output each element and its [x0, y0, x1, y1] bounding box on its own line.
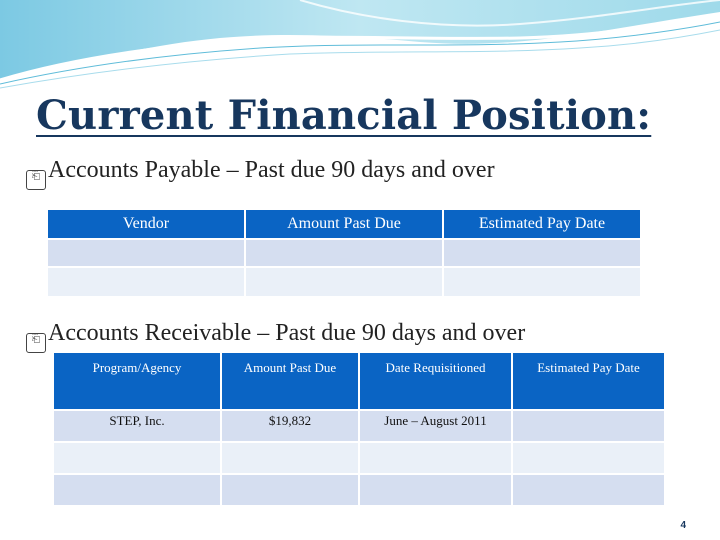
table-cell: [48, 240, 244, 266]
table-cell: [54, 475, 220, 505]
receivable-bullet: [26, 320, 525, 353]
column-header-estimated-pay-date: Estimated Pay Date: [513, 353, 664, 409]
bullet-box-icon: ⎗: [26, 333, 46, 353]
table-cell: [444, 268, 640, 296]
table-cell: [444, 240, 640, 266]
table-cell-pay-date: [513, 411, 664, 441]
column-header-amount-past-due: Amount Past Due: [222, 353, 358, 409]
header-wave-decoration: [0, 0, 720, 90]
payable-heading: Accounts Payable – Past due 90 days and over: [48, 157, 495, 183]
table-header-row: [54, 353, 664, 409]
table-row: [54, 475, 664, 505]
table-cell-amount: $19,832: [222, 411, 358, 441]
receivable-table: [52, 351, 666, 507]
table-header-row: [48, 210, 640, 238]
table-cell: [222, 443, 358, 473]
table-cell: [48, 268, 244, 296]
receivable-heading: Accounts Receivable – Past due 90 days and over: [48, 320, 526, 346]
column-header-amount-past-due: Amount Past Due: [246, 210, 442, 238]
payable-bullet: [26, 157, 495, 190]
table-row: [48, 240, 640, 266]
column-header-vendor: Vendor: [48, 210, 244, 238]
column-header-estimated-pay-date: Estimated Pay Date: [444, 210, 640, 238]
page-number: 4: [680, 520, 686, 531]
table-cell: [360, 475, 511, 505]
table-cell: [246, 268, 442, 296]
table-cell-program: STEP, Inc.: [54, 411, 220, 441]
bullet-box-icon: ⎗: [26, 170, 46, 190]
table-row: [48, 268, 640, 296]
table-cell: [54, 443, 220, 473]
column-header-program-agency: Program/Agency: [54, 353, 220, 409]
table-cell: [246, 240, 442, 266]
table-cell: [513, 443, 664, 473]
column-header-date-requisitioned: Date Requisitioned: [360, 353, 511, 409]
slide-title: Current Financial Position:: [36, 92, 652, 139]
table-row: [54, 443, 664, 473]
table-cell: [513, 475, 664, 505]
table-cell: [222, 475, 358, 505]
table-row: [54, 411, 664, 441]
payable-table: [46, 208, 642, 298]
table-cell: [360, 443, 511, 473]
table-cell-date-requisitioned: June – August 2011: [360, 411, 511, 441]
